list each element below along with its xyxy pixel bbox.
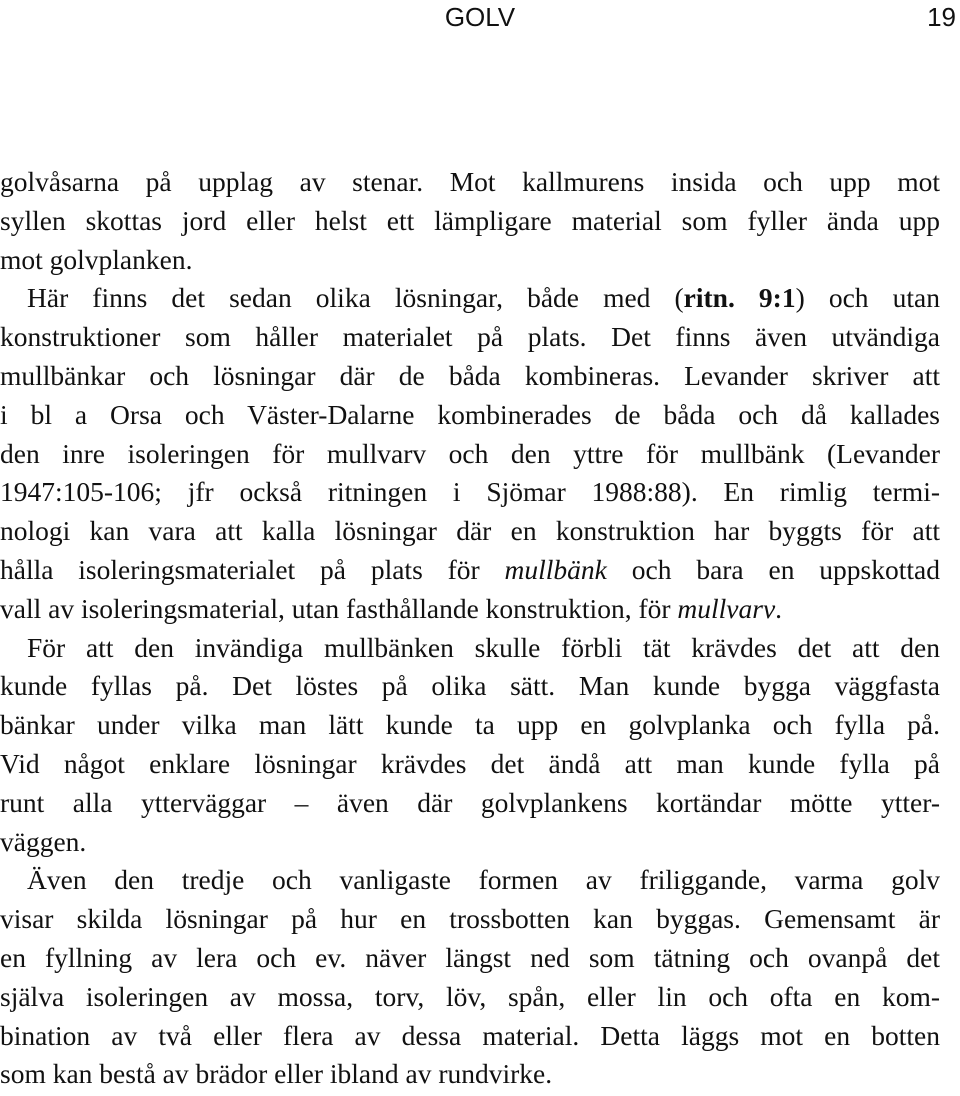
text-line: bänkar under vilka man lätt kunde ta upp en golvplanka och fylla på. [0, 709, 940, 741]
text-line: väggen. [0, 825, 87, 857]
text-line: runt alla ytterväggar – även där golvplankens kortändar mötte ytter- [0, 786, 940, 818]
text-run: och bara en uppskottad [606, 553, 940, 585]
text-line: nologi kan vara att kalla lösningar där en konstruktion har byggts för att [0, 515, 940, 547]
text-run: . [775, 592, 783, 624]
text-line [0, 590, 940, 629]
text-line: Vid något enklare lösningar krävdes det ändå att man kunde fylla på [0, 747, 940, 779]
body-text [0, 163, 940, 1094]
text-line: själva isoleringen av mossa, torv, löv, spån, eller lin och ofta en kom- [0, 980, 940, 1012]
italic-term: mullbänk [504, 553, 607, 585]
text-line: bination av två eller flera av dessa material. Detta läggs mot en botten [0, 1019, 940, 1051]
text-line: mot golvplanken. [0, 243, 193, 275]
text-line [0, 279, 940, 318]
text-line: Även den tredje och vanligaste formen av friliggande, varma golv [27, 864, 940, 896]
text-line: visar skilda lösningar på hur en trossbotten kan byggas. Gemensamt är [0, 903, 940, 935]
text-line: som kan bestå av brädor eller ibland av rundvirke. [0, 1058, 553, 1090]
text-line [0, 551, 940, 590]
text-line: den inre isoleringen för mullvarv och den yttre för mullbänk (Levander [0, 437, 940, 469]
text-line: konstruktioner som håller materialet på plats. Det finns även utvändiga [0, 321, 940, 353]
text-run: Här finns det sedan olika lösningar, både med ( [27, 282, 684, 314]
text-line: mullbänkar och lösningar där de båda kombineras. Levander skriver att [0, 359, 940, 391]
text-line: i bl a Orsa och Väster-Dalarne kombinerades de båda och då kallades [0, 398, 940, 430]
running-header [0, 0, 960, 40]
text-run: vall av isoleringsmaterial, utan fasthållande konstruktion, för [0, 592, 678, 624]
figure-reference: ritn. 9:1 [683, 282, 796, 314]
text-line: kunde fyllas på. Det löstes på olika sätt. Man kunde bygga väggfasta [0, 670, 940, 702]
text-line: golvåsarna på upplag av stenar. Mot kallmurens insida och upp mot [0, 166, 940, 197]
page-number: 19 [927, 2, 956, 32]
text-line: 1947:105-106; jfr också ritningen i Sjömar 1988:88). En rimlig termi- [0, 476, 940, 508]
running-title: GOLV [444, 2, 516, 32]
text-line: syllen skottas jord eller helst ett lämpligare material som fyller ända upp [0, 204, 940, 236]
text-line: en fyllning av lera och ev. näver längst ned som tätning och ovanpå det [0, 941, 940, 973]
text-run: hålla isoleringsmaterialet på plats för [0, 553, 505, 585]
italic-term: mullvarv [677, 592, 776, 624]
text-line: För att den invändiga mullbänken skulle förbli tät krävdes det att den [27, 631, 940, 663]
text-run: ) och utan [795, 282, 940, 314]
